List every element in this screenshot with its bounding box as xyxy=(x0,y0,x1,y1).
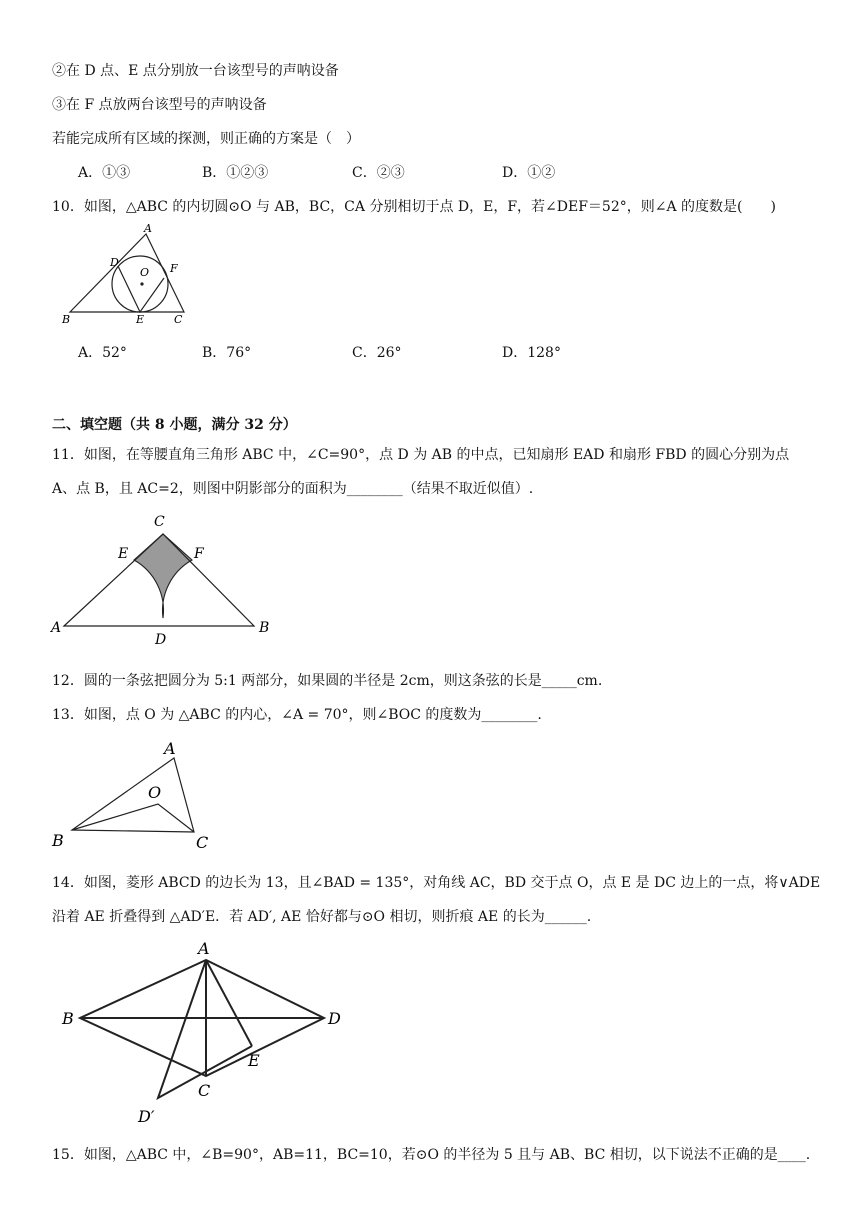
q10-label-d: D xyxy=(110,256,119,269)
q11-line-2: A、点 B，且 AC=2，则图中阴影部分的面积为________（结果不取近似值）. xyxy=(52,481,534,497)
q14-label-b: B xyxy=(62,1009,74,1028)
q11-figure xyxy=(48,510,278,650)
q10-triangle xyxy=(70,234,184,312)
q13-figure xyxy=(48,736,228,856)
q10-choice-d: D．128° xyxy=(502,345,561,361)
q10-center-dot xyxy=(140,282,143,285)
q10-label-c: C xyxy=(174,313,183,326)
q13-label-c: C xyxy=(196,833,209,852)
q9-choices xyxy=(78,162,555,182)
q11-label-f: F xyxy=(194,546,204,562)
q10-choice-c: C．26° xyxy=(352,345,402,361)
q9-option-2: ②在 D 点、E 点分别放一台该型号的声呐设备 xyxy=(52,63,339,79)
q15-text: 15．如图，△ABC 中，∠B=90°，AB=11，BC=10，若⊙O 的半径为 5 且与 AB、BC 相切，以下说法不正确的是____. xyxy=(52,1147,811,1163)
q11-label-d: D xyxy=(155,632,167,648)
q14-line-2: 沿着 AE 折叠得到 △AD′E．若 AD′, AE 恰好都与⊙O 相切，则折痕 AE 的长为______. xyxy=(52,909,592,925)
q14-crease-ae xyxy=(206,960,252,1046)
q14-label-c: C xyxy=(198,1081,211,1100)
q14-figure xyxy=(48,932,368,1132)
q10-text: 10．如图，△ABC 的内切圆⊙O 与 AB，BC，CA 分别相切于点 D，E，F，若∠DEF＝52°，则∠A 的度数是( ) xyxy=(52,199,776,215)
q10-figure xyxy=(60,222,200,332)
q10-choice-b: B．76° xyxy=(202,345,252,361)
q10-label-o: O xyxy=(140,266,150,279)
q14-label-d: D xyxy=(328,1009,341,1028)
q11-line-1: 11．如图，在等腰直角三角形 ABC 中，∠C=90°，点 D 为 AB 的中点，已知扇形 EAD 和扇形 FBD 的圆心分别为点 xyxy=(52,447,790,463)
q13-label-b: B xyxy=(52,831,64,850)
q10-label-f: F xyxy=(170,262,178,275)
q10-label-a: A xyxy=(144,222,152,235)
q11-label-c: C xyxy=(154,514,165,530)
q14-label-a: A xyxy=(198,939,210,958)
q12-text: 12．圆的一条弦把圆分为 5:1 两部分，如果圆的半径是 2cm，则这条弦的长是_____cm. xyxy=(52,673,603,689)
q11-label-a: A xyxy=(51,620,62,636)
q9-prompt: 若能完成所有区域的探测，则正确的方案是（ ） xyxy=(52,131,360,147)
q13-label-o: O xyxy=(148,783,162,802)
q9-choice-b: B．①②③ xyxy=(202,165,269,181)
q10-choice-a: A．52° xyxy=(78,345,127,361)
q13-triangle xyxy=(72,758,194,832)
q14-label-d-prime: D′ xyxy=(138,1107,155,1126)
q11-label-b: B xyxy=(259,620,270,636)
q10-label-b: B xyxy=(62,313,71,326)
q9-option-3: ③在 F 点放两台该型号的声呐设备 xyxy=(52,97,267,113)
q14-label-e: E xyxy=(248,1051,260,1070)
q13-label-a: A xyxy=(164,739,176,758)
q11-label-e: E xyxy=(118,546,129,562)
q9-choice-a: A．①③ xyxy=(78,165,131,181)
section-2-heading: 二、填空题（共 8 小题，满分 32 分） xyxy=(52,417,297,433)
q10-choices xyxy=(78,342,561,362)
q14-line-1: 14．如图，菱形 ABCD 的边长为 13，且∠BAD = 135°，对角线 AC，BD 交于点 O，点 E 是 DC 边上的一点，将∨ADE xyxy=(52,875,821,891)
q9-choice-c: C．②③ xyxy=(352,165,405,181)
q10-label-e: E xyxy=(136,313,145,326)
q13-text: 13．如图，点 O 为 △ABC 的内心，∠A = 70°，则∠BOC 的度数为________. xyxy=(52,707,542,723)
q11-shaded-region xyxy=(134,534,192,618)
q13-bo-oc-lines xyxy=(72,804,194,832)
q9-choice-d: D．①② xyxy=(502,165,556,181)
